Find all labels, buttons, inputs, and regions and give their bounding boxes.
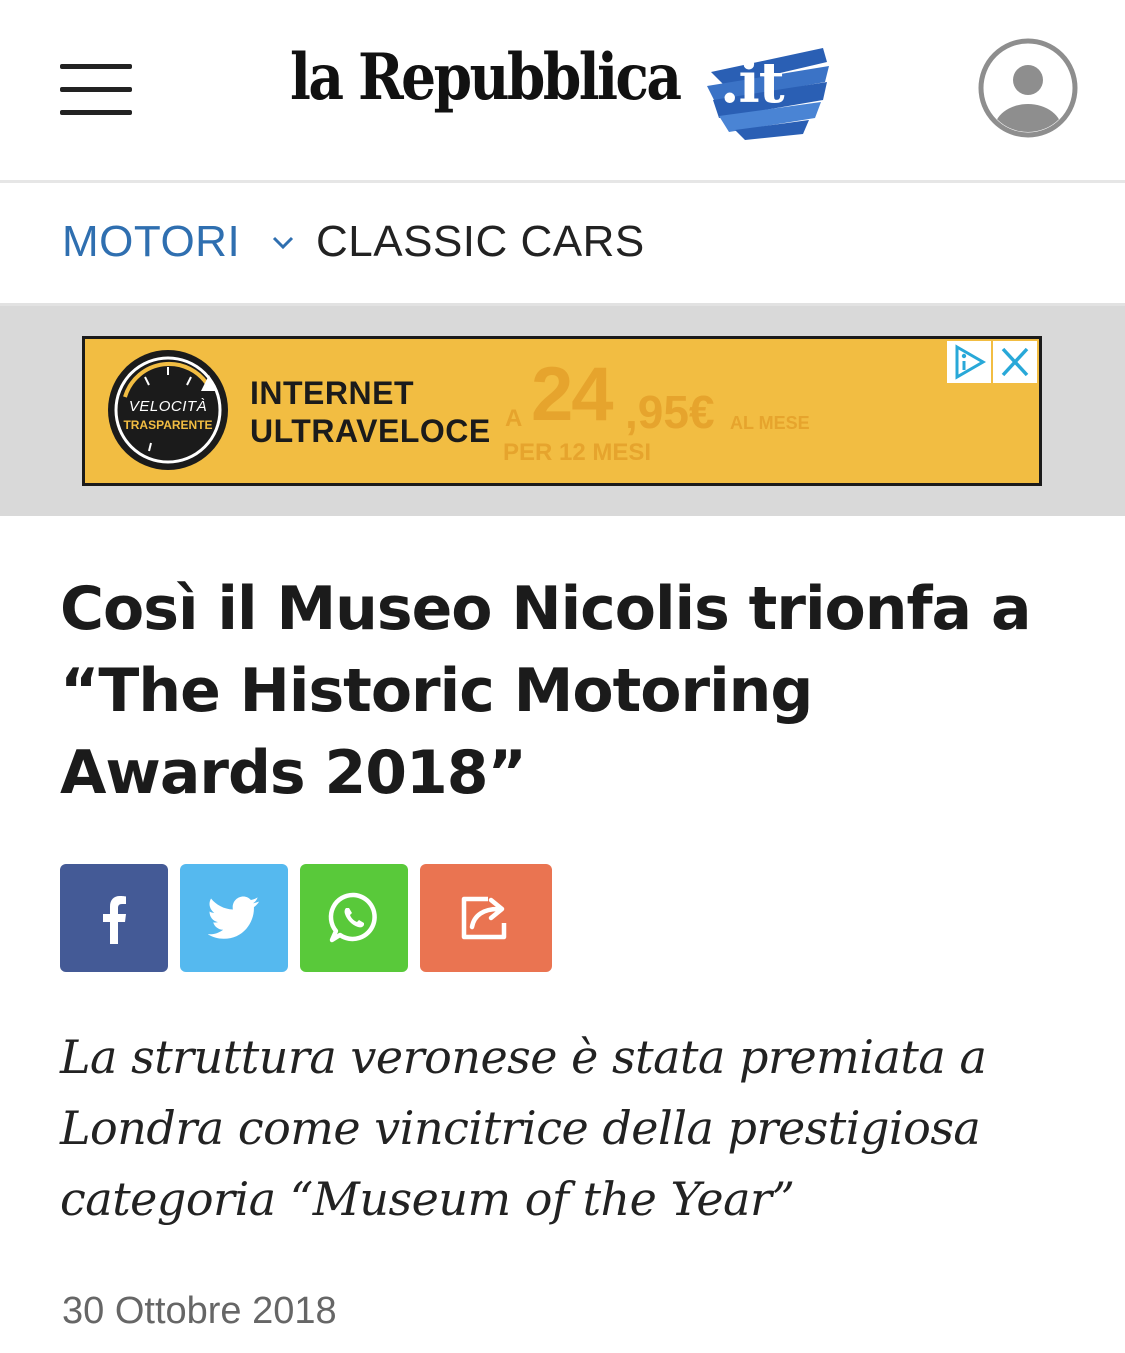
site-header	[0, 0, 1125, 180]
hamburger-menu-icon[interactable]	[60, 64, 132, 116]
facebook-icon	[94, 892, 134, 944]
menu-bar	[60, 87, 132, 92]
adchoices-icon[interactable]	[947, 341, 991, 383]
menu-bar	[60, 64, 132, 69]
whatsapp-icon	[327, 891, 381, 945]
article-summary: La struttura veronese è stata premiata a Londra come vincitrice della prestigiosa categoria “Museum of the Year”	[60, 1030, 987, 1226]
ad-price-integer: 24	[531, 352, 612, 437]
ad-container	[0, 306, 1125, 516]
share-icon	[458, 893, 514, 943]
ad-price-cents: ,95€	[625, 386, 715, 438]
ad-price-prefix: A	[505, 405, 523, 432]
twitter-share-button[interactable]	[180, 864, 288, 972]
logo-domain: .it	[720, 50, 784, 116]
close-icon[interactable]	[993, 341, 1037, 383]
ad-badge-title: VELOCITÀ	[128, 398, 208, 415]
site-logo[interactable]	[290, 34, 840, 144]
logo-wordmark: la Repubblica	[290, 40, 680, 115]
ad-price-unit: AL MESE	[730, 413, 810, 433]
menu-bar	[60, 110, 132, 115]
chevron-down-icon[interactable]	[270, 233, 296, 253]
breadcrumb	[0, 183, 1125, 303]
ad-price-period: PER 12 MESI	[503, 439, 652, 466]
breadcrumb-current: CLASSIC CARS	[316, 217, 645, 266]
article-headline: Così il Museo Nicolis trionfa a “The Historic Motoring Awards 2018”	[60, 574, 1031, 808]
article-date: 30 Ottobre 2018	[62, 1290, 337, 1332]
share-more-button[interactable]	[420, 864, 552, 972]
twitter-icon	[208, 896, 260, 940]
breadcrumb-section-link[interactable]: MOTORI	[62, 217, 241, 266]
facebook-share-button[interactable]	[60, 864, 168, 972]
ad-headline-line1: INTERNET	[250, 375, 414, 411]
whatsapp-share-button[interactable]	[300, 864, 408, 972]
ad-badge-subtitle: TRASPARENTE	[123, 418, 213, 432]
ad-headline-line2: ULTRAVELOCE	[250, 413, 491, 449]
ad-banner[interactable]	[82, 336, 1042, 486]
user-avatar-icon[interactable]	[978, 38, 1078, 138]
